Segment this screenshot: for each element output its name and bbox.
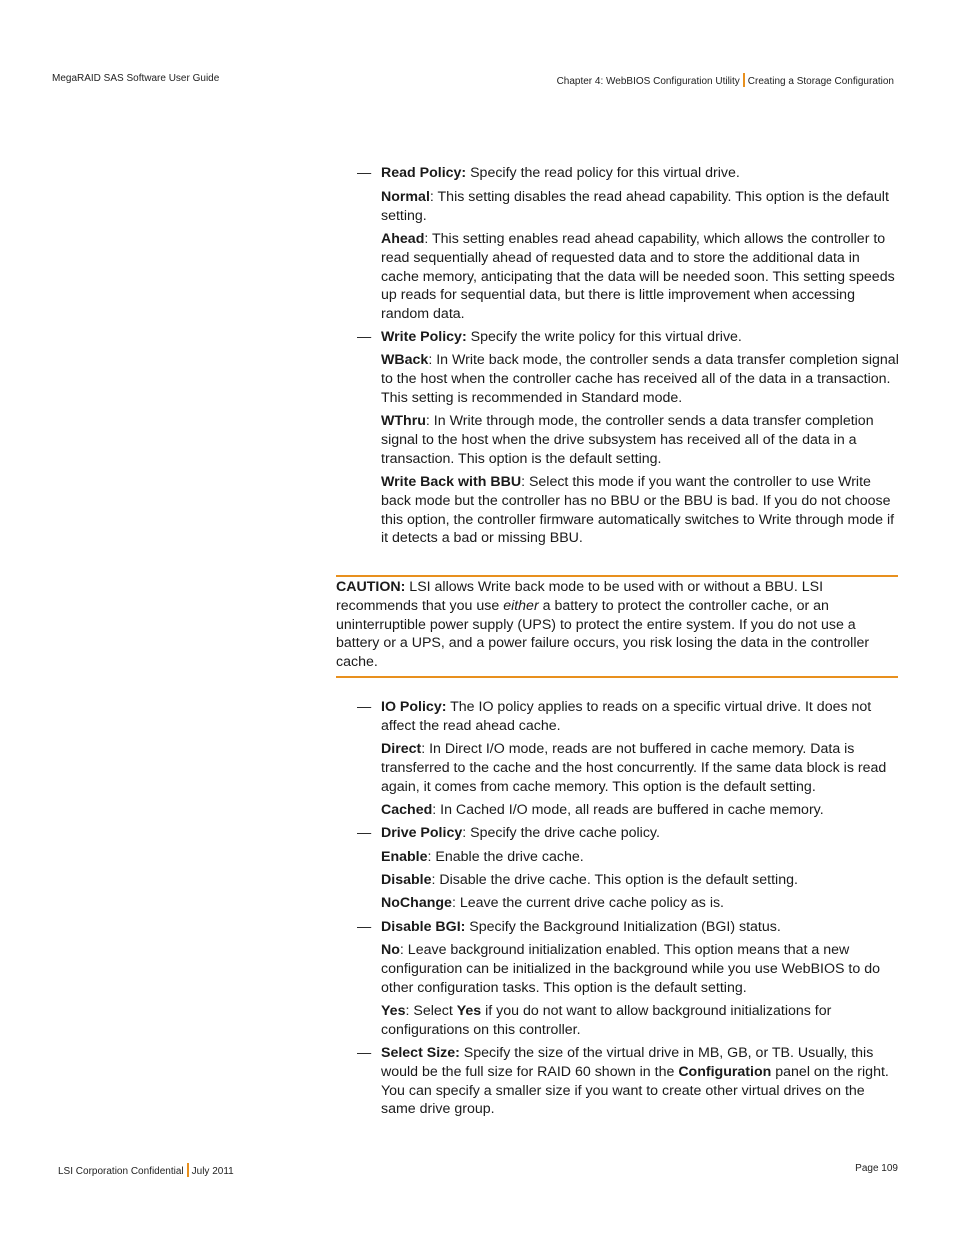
header-guide-title: MegaRAID SAS Software User Guide <box>52 73 220 84</box>
drive-policy-item <box>357 824 901 843</box>
io-policy-title: IO Policy: <box>381 699 447 715</box>
disable-term: Disable <box>381 872 432 888</box>
bullet-dash: — <box>357 1045 372 1061</box>
wback-text: : In Write back mode, the controller sends a data transfer completion signal to the host when the controller cache has received all of the data in a transaction. This setting is recommended in Standard mode. <box>381 352 899 406</box>
direct-term: Direct <box>381 741 422 757</box>
select-size-title: Select Size: <box>381 1045 460 1061</box>
page-number: Page 109 <box>855 1163 898 1174</box>
drive-policy-disable <box>381 871 901 890</box>
read-policy-ahead <box>381 230 901 324</box>
nochange-text: : Leave the current drive cache policy as is. <box>451 895 725 911</box>
write-policy-wback <box>381 351 901 407</box>
cached-term: Cached <box>381 802 433 818</box>
read-policy-title: Read Policy: <box>381 165 467 181</box>
read-policy-item <box>357 164 901 183</box>
bullet-dash: — <box>357 165 372 181</box>
ahead-term: Ahead <box>381 231 425 247</box>
wthru-term: WThru <box>381 413 426 429</box>
normal-text: : This setting disables the read ahead capability. This option is the default setting. <box>381 189 889 224</box>
enable-text: : Enable the drive cache. <box>427 849 584 865</box>
select-size-text-2: panel on the right. You can specify a smaller size if you want to create other virtual drives on the same drive group. <box>381 1063 889 1118</box>
io-policy-direct <box>381 740 901 796</box>
read-policy-normal <box>381 188 901 226</box>
header-chapter <box>557 73 894 87</box>
no-term: No <box>381 942 400 958</box>
select-size-item <box>357 1044 901 1119</box>
io-policy-cached <box>381 801 901 820</box>
drive-policy-enable <box>381 848 901 867</box>
normal-term: Normal <box>381 189 430 205</box>
bullet-dash: — <box>357 919 372 935</box>
caution-text-2: a battery to protect the controller cache, or an uninterruptible power supply (UPS) to protect the entire system. If you do not use a battery or a UPS, and a power failure occurs, you risk losing the data in the controller cache. <box>336 597 870 671</box>
disable-bgi-title: Disable BGI: <box>381 919 466 935</box>
wthru-text: : In Write through mode, the controller sends a data transfer completion signal to the host when the drive subsystem has received all of the data in a transaction. This option is the default setting. <box>381 413 874 467</box>
footer-company: LSI Corporation Confidential <box>58 1166 184 1177</box>
bullet-dash: — <box>357 825 372 841</box>
read-policy-text: Specify the read policy for this virtual drive. <box>466 165 740 181</box>
wback-term: WBack <box>381 352 429 368</box>
write-policy-wthru <box>381 412 901 468</box>
direct-text: : In Direct I/O mode, reads are not buffered in cache memory. Data is transferred to the cache and the host concurrently. If the same data block is read again, it comes from cache memory. This option is the default setting. <box>381 741 887 795</box>
io-policy-text: The IO policy applies to reads on a specific virtual drive. It does not affect the read ahead cache. <box>381 699 872 734</box>
yes-bold: Yes <box>456 1003 482 1019</box>
write-policy-bbu <box>381 473 901 548</box>
write-policy-text: Specify the write policy for this virtual drive. <box>466 329 742 345</box>
footer-date: July 2011 <box>191 1166 234 1177</box>
disable-bgi-item <box>357 918 901 937</box>
caution-paragraph <box>336 577 898 672</box>
drive-policy-title: Drive Policy <box>381 825 463 841</box>
yes-text-1: : Select <box>405 1003 457 1019</box>
header-separator <box>743 73 745 87</box>
header-chapter-title: Chapter 4: WebBIOS Configuration Utility <box>556 76 740 87</box>
yes-term: Yes <box>381 1003 406 1019</box>
select-size-bold: Configuration <box>678 1063 772 1080</box>
enable-term: Enable <box>381 849 428 865</box>
nochange-term: NoChange <box>381 895 452 911</box>
io-policy-item <box>357 698 901 736</box>
cached-text: : In Cached I/O mode, all reads are buffered in cache memory. <box>432 802 824 818</box>
header-section-title: Creating a Storage Configuration <box>747 76 894 87</box>
ahead-text: : This setting enables read ahead capability, which allows the controller to read sequentially ahead of requested data and to store the additional data in cache memory, anticipating that the data will be needed soon. This setting speeds up reads for sequential data, but there is little improvement when accessing random data. <box>381 231 895 323</box>
select-size-text-1: Specify the size of the virtual drive in MB, GB, or TB. Usually, this would be the full size for RAID 60 shown in the <box>381 1045 874 1080</box>
drive-policy-text: : Specify the drive cache policy. <box>462 825 660 841</box>
disable-bgi-text: Specify the Background Initialization (BGI) status. <box>465 919 781 935</box>
caution-label: CAUTION: <box>336 579 406 595</box>
disable-text: : Disable the drive cache. This option is the default setting. <box>431 872 798 888</box>
footer-left <box>58 1163 234 1177</box>
caution-box <box>336 575 898 678</box>
bullet-dash: — <box>357 699 372 715</box>
bbu-term: Write Back with BBU <box>381 474 522 490</box>
disable-bgi-yes <box>381 1002 901 1040</box>
yes-text-2: if you do not want to allow background initializations for configurations on this controller. <box>381 1003 832 1038</box>
write-policy-title: Write Policy: <box>381 329 467 345</box>
bullet-dash: — <box>357 329 372 345</box>
no-text: : Leave background initialization enabled. This option means that a new configuration can be initialized in the background while you use WebBIOS to do other configuration tasks. This option is the default setting. <box>381 942 880 996</box>
write-policy-item <box>357 328 901 347</box>
drive-policy-nochange <box>381 894 901 913</box>
disable-bgi-no <box>381 941 901 997</box>
footer-separator <box>187 1163 189 1177</box>
bbu-text: : Select this mode if you want the controller to use Write back mode but the controller has no BBU or the BBU is bad. If you do not choose this option, the controller firmware automatically switches to Write through mode if it detects a bad or missing BBU. <box>381 474 895 547</box>
caution-text-1: LSI allows Write back mode to be used with or without a BBU. LSI recommends that you use <box>336 579 824 614</box>
caution-emphasis: either <box>503 597 539 614</box>
